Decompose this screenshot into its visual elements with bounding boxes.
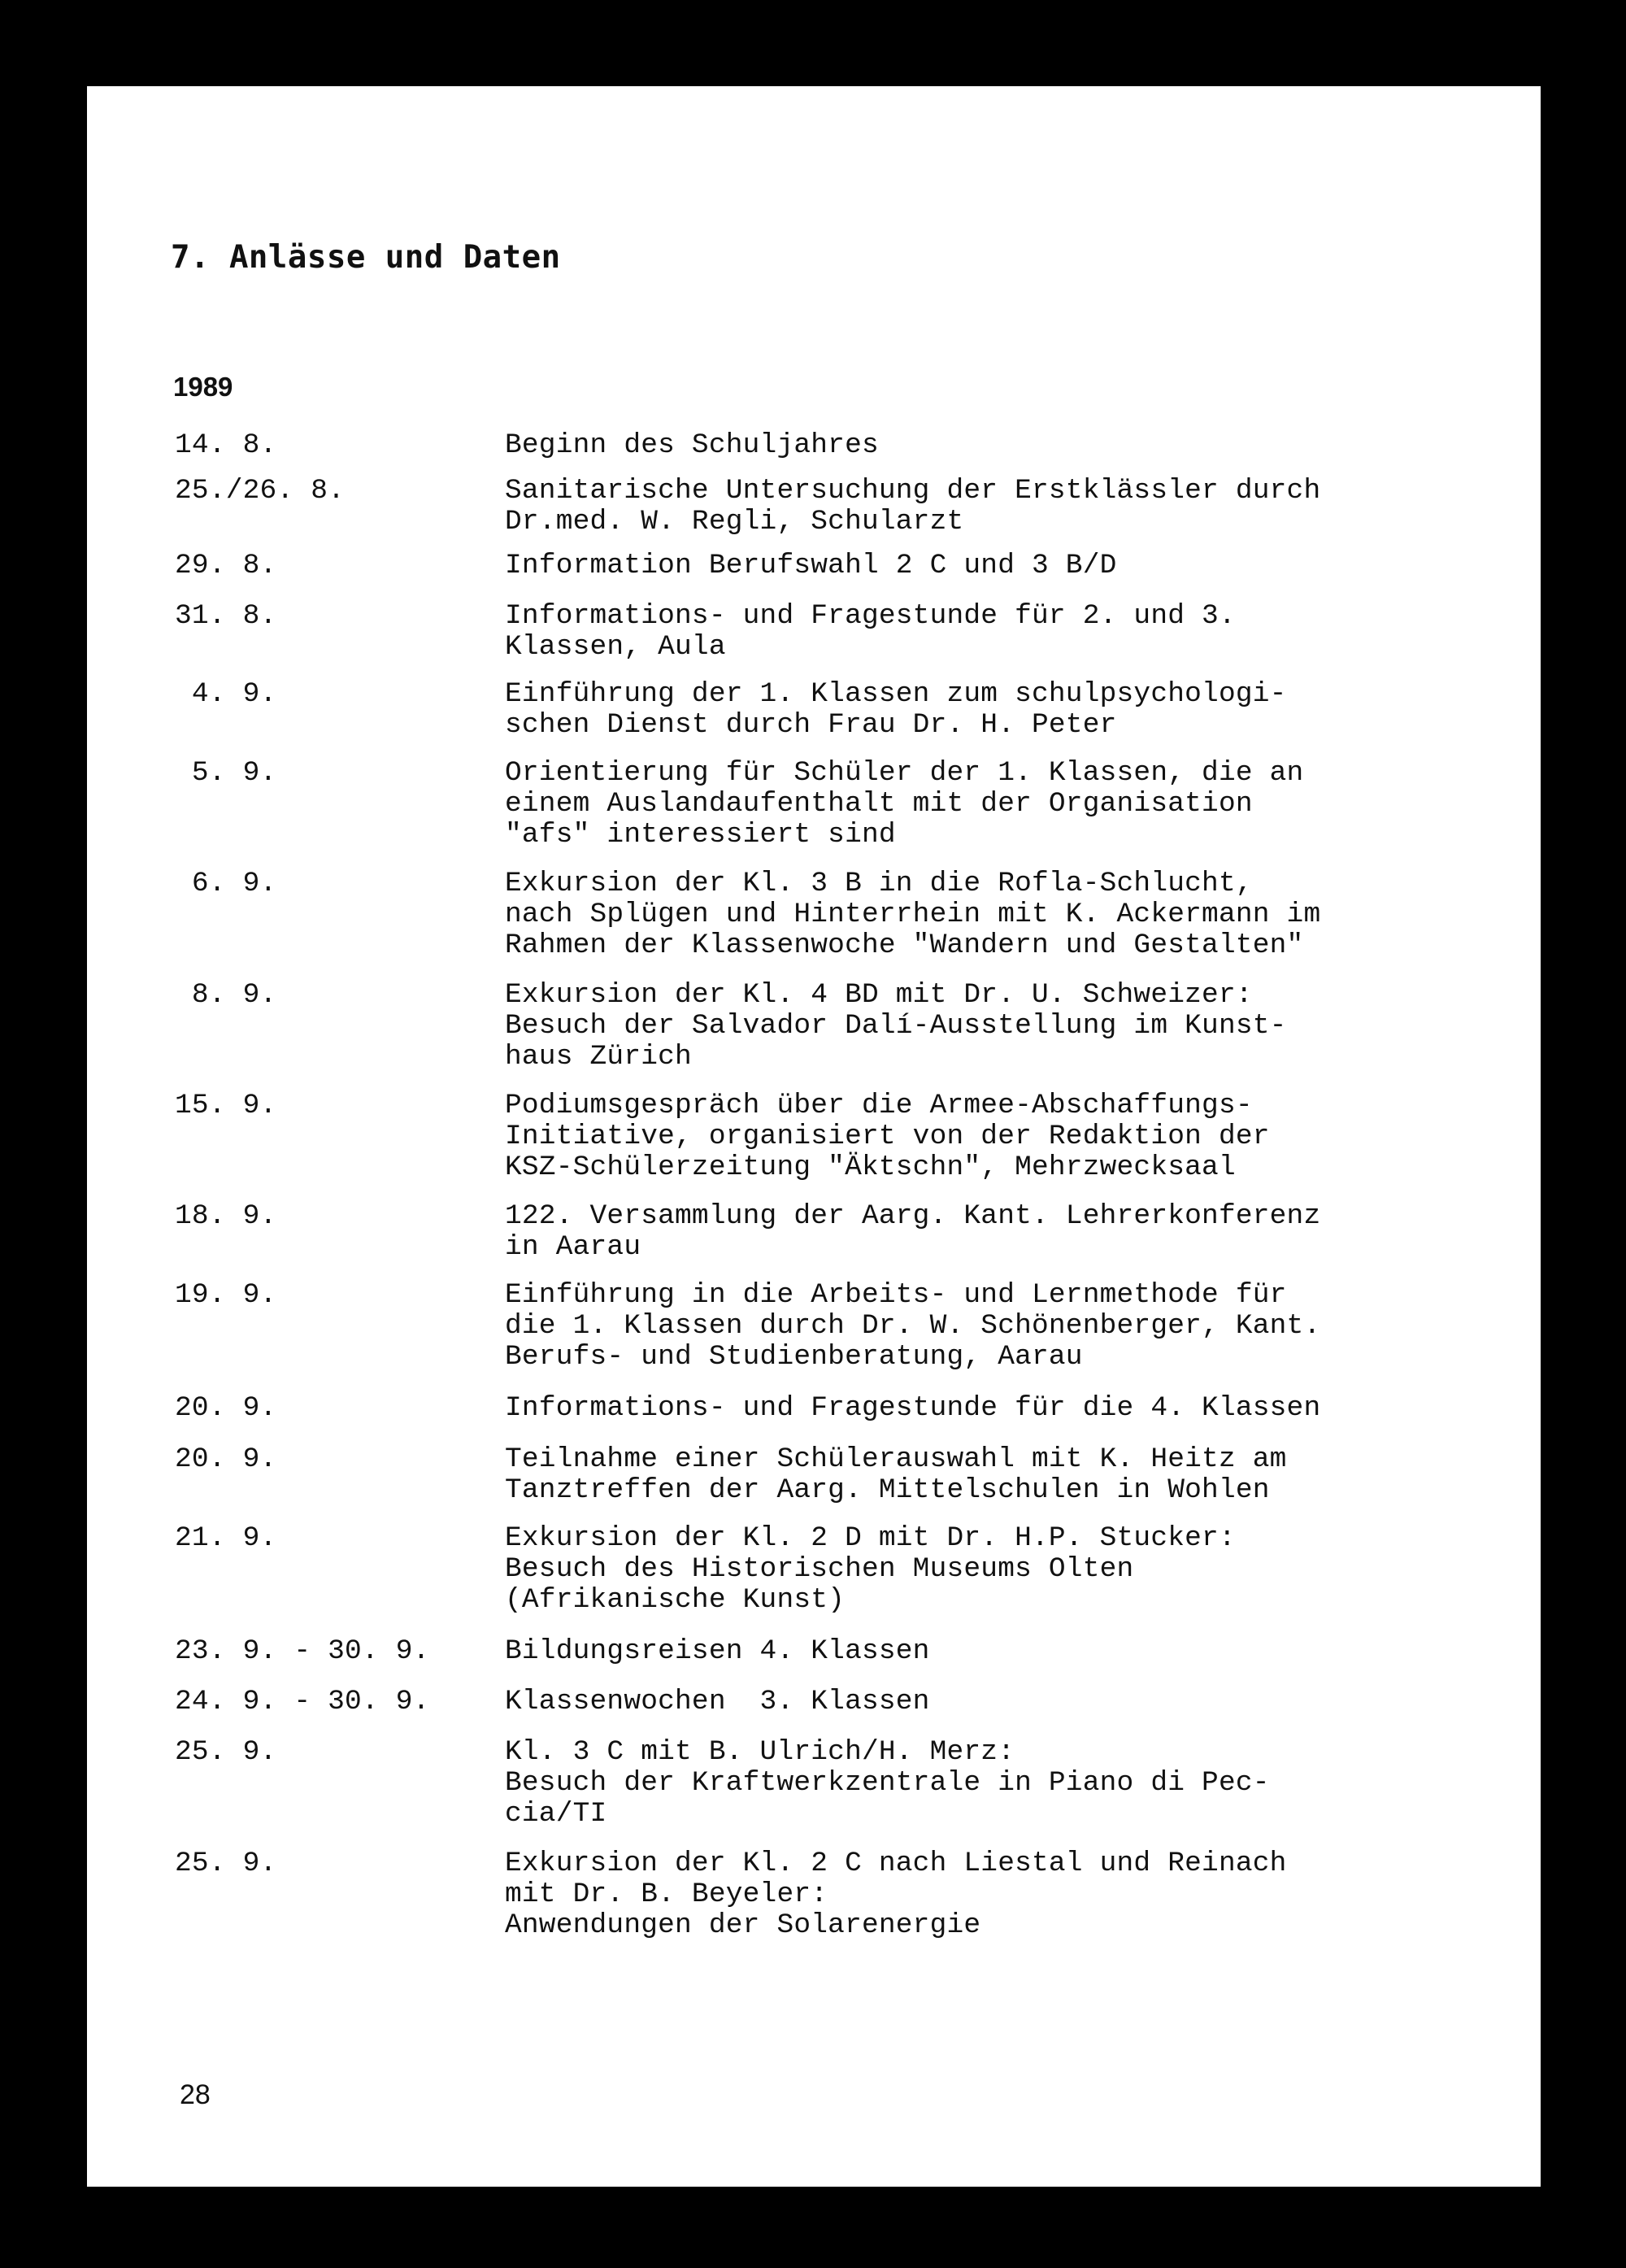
year-label: 1989 bbox=[173, 372, 233, 402]
event-date: 6. 9. bbox=[175, 868, 277, 899]
event-description bbox=[505, 1280, 1320, 1373]
event-description-line: Rahmen der Klassenwoche "Wandern und Gestalten" bbox=[505, 929, 1304, 961]
event-description-line: Exkursion der Kl. 4 BD mit Dr. U. Schweizer: bbox=[505, 979, 1253, 1011]
event-description-line: nach Splügen und Hinterrhein mit K. Ackermann im bbox=[505, 899, 1321, 930]
event-description-line: schen Dienst durch Frau Dr. H. Peter bbox=[505, 709, 1117, 741]
event-description-line: in Aarau bbox=[505, 1231, 641, 1263]
event-description-line: Orientierung für Schüler der 1. Klassen, die an bbox=[505, 757, 1304, 789]
event-description-line: Berufs- und Studienberatung, Aarau bbox=[505, 1341, 1083, 1373]
event-description-line: Initiative, organisiert von der Redaktion der bbox=[505, 1121, 1270, 1152]
event-description-line: Teilnahme einer Schülerauswahl mit K. Heitz am bbox=[505, 1443, 1287, 1475]
event-description bbox=[505, 980, 1287, 1073]
event-description-line: KSZ-Schülerzeitung "Äktschn", Mehrzwecksaal bbox=[505, 1151, 1236, 1183]
page-number: 28 bbox=[180, 2079, 211, 2110]
event-description-line: Kl. 3 C mit B. Ulrich/H. Merz: bbox=[505, 1736, 1015, 1768]
event-description-line: Informations- und Fragestunde für die 4. Klassen bbox=[505, 1392, 1321, 1424]
event-list bbox=[87, 86, 1541, 2187]
event-description-line: Einführung in die Arbeits- und Lernmethode für bbox=[505, 1279, 1287, 1311]
event-description bbox=[505, 1444, 1287, 1506]
event-date: 29. 8. bbox=[175, 550, 277, 581]
event-description bbox=[505, 601, 1236, 663]
event-date: 25./26. 8. bbox=[175, 475, 346, 507]
event-description-line: Besuch der Kraftwerkzentrale in Piano di Pec- bbox=[505, 1767, 1270, 1799]
section-heading: 7. Anlässe und Daten bbox=[171, 239, 561, 276]
event-description-line: Bildungsreisen 4. Klassen bbox=[505, 1635, 930, 1667]
event-description bbox=[505, 551, 1117, 581]
event-description-line: Klassen, Aula bbox=[505, 631, 726, 663]
event-date: 21. 9. bbox=[175, 1522, 277, 1554]
event-description-line: Dr.med. W. Regli, Schularzt bbox=[505, 506, 964, 538]
event-description bbox=[505, 1393, 1320, 1424]
event-description-line: Beginn des Schuljahres bbox=[505, 429, 879, 461]
event-date: 20. 9. bbox=[175, 1443, 277, 1475]
event-description bbox=[505, 868, 1320, 961]
event-description-line: Klassenwochen 3. Klassen bbox=[505, 1686, 930, 1717]
event-description bbox=[505, 1848, 1287, 1941]
event-description bbox=[505, 1636, 930, 1667]
event-description-line: haus Zürich bbox=[505, 1041, 692, 1073]
event-description-line: einem Auslandaufenthalt mit der Organisation bbox=[505, 788, 1253, 820]
event-description bbox=[505, 476, 1320, 538]
event-description bbox=[505, 1523, 1236, 1616]
event-description bbox=[505, 1201, 1320, 1263]
event-description bbox=[505, 758, 1303, 851]
event-description-line: cia/TI bbox=[505, 1798, 607, 1830]
event-description bbox=[505, 679, 1287, 741]
event-description-line: Informations- und Fragestunde für 2. und 3. bbox=[505, 600, 1236, 632]
event-description-line: Einführung der 1. Klassen zum schulpsychologi- bbox=[505, 678, 1287, 710]
event-description-line: Exkursion der Kl. 2 C nach Liestal und Reinach bbox=[505, 1848, 1287, 1879]
event-description bbox=[505, 430, 879, 461]
event-description-line: Information Berufswahl 2 C und 3 B/D bbox=[505, 550, 1117, 581]
event-date: 15. 9. bbox=[175, 1090, 277, 1121]
event-description-line: "afs" interessiert sind bbox=[505, 819, 896, 851]
event-description-line: Exkursion der Kl. 3 B in die Rofla-Schlucht, bbox=[505, 868, 1253, 899]
event-date: 24. 9. - 30. 9. bbox=[175, 1686, 430, 1717]
event-date: 25. 9. bbox=[175, 1848, 277, 1879]
event-date: 19. 9. bbox=[175, 1279, 277, 1311]
event-description-line: Tanztreffen der Aarg. Mittelschulen in Wohlen bbox=[505, 1474, 1270, 1506]
event-date: 4. 9. bbox=[175, 678, 277, 710]
event-description-line: Besuch des Historischen Museums Olten bbox=[505, 1553, 1134, 1585]
event-description bbox=[505, 1737, 1270, 1830]
event-description-line: 122. Versammlung der Aarg. Kant. Lehrerkonferenz bbox=[505, 1200, 1321, 1232]
event-description bbox=[505, 1090, 1270, 1183]
event-description-line: Exkursion der Kl. 2 D mit Dr. H.P. Stucker: bbox=[505, 1522, 1236, 1554]
event-description-line: Sanitarische Untersuchung der Erstklässler durch bbox=[505, 475, 1321, 507]
event-date: 20. 9. bbox=[175, 1392, 277, 1424]
event-date: 31. 8. bbox=[175, 600, 277, 632]
event-description-line: mit Dr. B. Beyeler: bbox=[505, 1878, 828, 1910]
event-description bbox=[505, 1687, 930, 1717]
document-page bbox=[87, 86, 1541, 2187]
event-date: 23. 9. - 30. 9. bbox=[175, 1635, 430, 1667]
event-description-line: die 1. Klassen durch Dr. W. Schönenberger, Kant. bbox=[505, 1310, 1321, 1342]
event-date: 14. 8. bbox=[175, 429, 277, 461]
event-date: 25. 9. bbox=[175, 1736, 277, 1768]
event-date: 18. 9. bbox=[175, 1200, 277, 1232]
event-description-line: (Afrikanische Kunst) bbox=[505, 1584, 846, 1616]
event-date: 8. 9. bbox=[175, 979, 277, 1011]
event-description-line: Besuch der Salvador Dalí-Ausstellung im Kunst- bbox=[505, 1010, 1287, 1042]
event-date: 5. 9. bbox=[175, 757, 277, 789]
event-description-line: Podiumsgespräch über die Armee-Abschaffungs- bbox=[505, 1090, 1253, 1121]
event-description-line: Anwendungen der Solarenergie bbox=[505, 1909, 981, 1941]
